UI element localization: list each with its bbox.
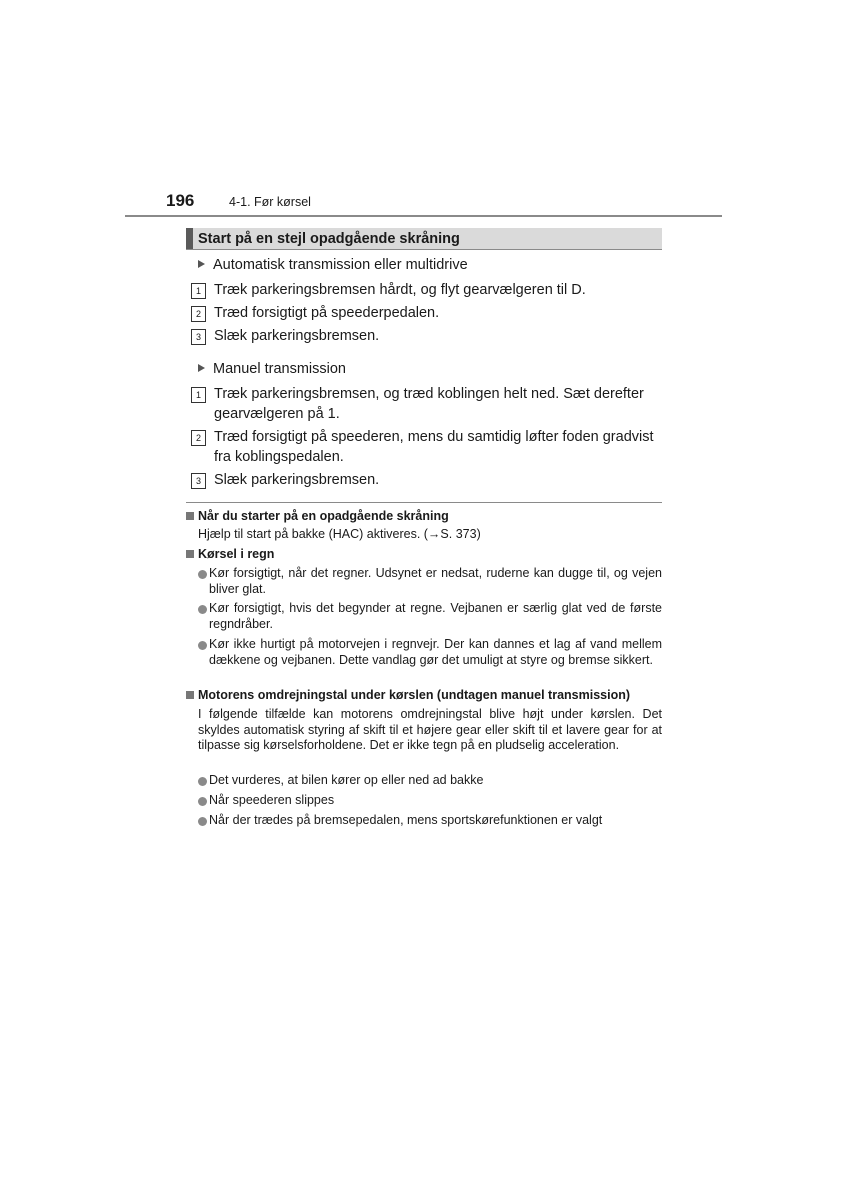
step-text: Træd forsigtigt på speederpedalen. [214, 305, 440, 321]
note-bullet [198, 566, 662, 597]
note-bullet [198, 793, 662, 809]
note-bullet [198, 773, 662, 789]
circle-bullet-icon [198, 817, 207, 826]
circle-bullet-icon [198, 777, 207, 786]
triangle-bullet-icon [198, 364, 205, 372]
note-text: Hjælp til start på bakke (HAC) aktiveres. (→S. 373) [198, 527, 481, 541]
step-number-box: 3 [191, 329, 206, 345]
note-heading [186, 688, 630, 702]
bullet-text: Det vurderes, at bilen kører op eller ned ad bakke [209, 773, 484, 787]
note-bullet [198, 637, 662, 668]
circle-bullet-icon [198, 641, 207, 650]
note-heading-text: Kørsel i regn [198, 547, 275, 561]
square-bullet-icon [186, 691, 194, 699]
bullet-text: Når speederen slippes [209, 793, 335, 807]
manual-heading [198, 361, 346, 377]
section-title-bar [186, 228, 662, 250]
square-bullet-icon [186, 550, 194, 558]
step-text: Slæk parkeringsbremsen. [214, 472, 380, 488]
note-text: I følgende tilfælde kan motorens omdrejningstal blive højt under kørslen. Det skyldes automatisk styring af skift til et højere gear eller skift til et lavere gear for at tilpasse sig kørselsforholdene. Det er ikke tegn på en pludselig acceleration. [198, 707, 662, 753]
triangle-bullet-icon [198, 260, 205, 268]
note-heading [186, 547, 274, 561]
step-text: Træk parkeringsbremsen hårdt, og flyt gearvælgeren til D. [214, 282, 586, 298]
bullet-text: Kør ikke hurtigt på motorvejen i regnvejr. Der kan dannes et lag af vand mellem dækkene og vejbanen. Dette vandlag gør det umuligt at styre og bremse sikkert. [209, 637, 662, 667]
step-number-box: 2 [191, 430, 206, 446]
note-heading [186, 509, 449, 523]
automatic-heading [198, 257, 468, 273]
note-heading-text: Motorens omdrejningstal under kørslen (undtagen manuel transmission) [198, 688, 631, 702]
running-header: 4-1. Før kørsel [229, 195, 311, 209]
step-number-box: 2 [191, 306, 206, 322]
bullet-text: Kør forsigtigt, når det regner. Udsynet er nedsat, ruderne kan dugge til, og vejen bliver glat. [209, 566, 662, 596]
header-divider [125, 215, 722, 217]
step-number-box: 3 [191, 473, 206, 489]
note-bullet [198, 813, 662, 829]
step-number-box: 1 [191, 283, 206, 299]
square-bullet-icon [186, 512, 194, 520]
note-bullet [198, 601, 662, 632]
step-number-box: 1 [191, 387, 206, 403]
circle-bullet-icon [198, 605, 207, 614]
section-title: Start på en stejl opadgående skråning [198, 231, 460, 247]
automatic-heading-text: Automatisk transmission eller multidrive [213, 257, 468, 273]
circle-bullet-icon [198, 570, 207, 579]
bullet-text: Når der trædes på bremsepedalen, mens sportskørefunktionen er valgt [209, 813, 603, 827]
section-title-divider [186, 249, 662, 250]
manual-heading-text: Manuel transmission [213, 361, 346, 377]
notes-divider [186, 502, 662, 503]
note-heading-text: Når du starter på en opadgående skråning [198, 509, 449, 523]
bullet-text: Kør forsigtigt, hvis det begynder at regne. Vejbanen er særlig glat ved de første regndråber. [209, 601, 662, 631]
circle-bullet-icon [198, 797, 207, 806]
page-number: 196 [166, 191, 195, 210]
step-text: Træd forsigtigt på speederen, mens du samtidig løfter foden gradvist fra koblingspedalen. [214, 429, 654, 465]
step-text: Slæk parkeringsbremsen. [214, 328, 380, 344]
step-text: Træk parkeringsbremsen, og træd koblingen helt ned. Sæt derefter gearvælgeren på 1. [214, 386, 644, 422]
